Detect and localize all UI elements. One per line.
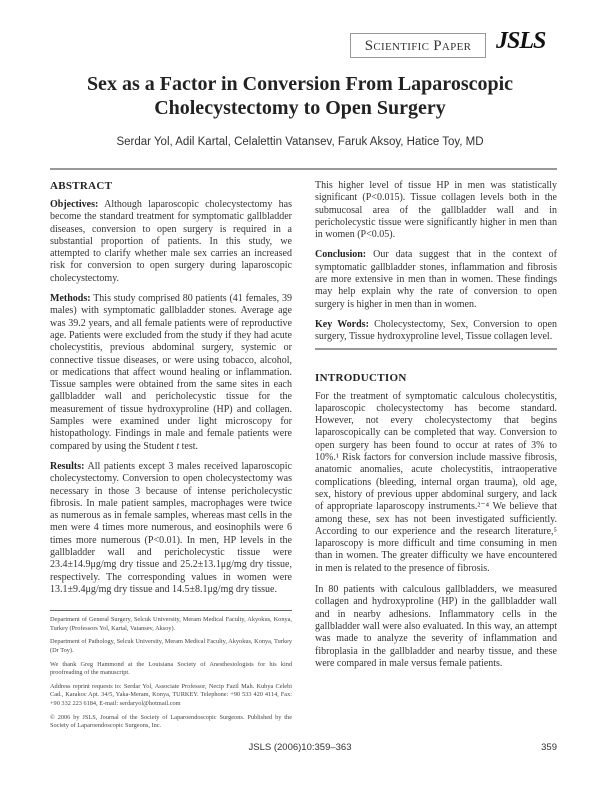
header-rule bbox=[50, 168, 557, 170]
introduction-paragraph-1: For the treatment of symptomatic calculous cholecystitis, laparoscopic cholecystectomy has become standard. However, not every cholecystectomy that begins laparoscopically can be completed that way. Conversion to open surgery has been found to occur at rates of 3% to 10%.¹ Risk factors for conversion include massive fibrosis, anatomic anomalies, acute cholecystitis, intraoperative complications (bleeding, internal organ trauma), old age, sex, history of previous upper abdominal surgery, and lack of appropriate laparoscopy instruments.²⁻⁴ We believe that among these, sex has not been investigated sufficiently. According to our experience and the research literature,⁵ laparoscopy is more difficult and time consuming in men than in women. The greater difficulty we have encountered in men is related to the presence of fibrosis. bbox=[315, 390, 557, 574]
abstract-end-rule bbox=[315, 348, 557, 350]
methods-t-italic: t bbox=[176, 440, 180, 452]
footnote-affiliation-surgery: Department of General Surgery, Selcuk University, Meram Medical Faculty, Akyokus, Konya, Turkey (Professors Yol, Kartal, Vatansev, Aksoy). bbox=[50, 616, 292, 632]
footnote-reprint-address: Address reprint requests to: Serdar Yol, Associate Professor, Necip Fazil Mah. Kubya Celebi Cad., Karakoc Apt. 34/5, Yaka-Meram, Konya, TURKEY. Telephone: +90 533 420 4114, Fax: +90 332 223 6184, E-mail: serdaryol@hotmail.com bbox=[50, 682, 292, 707]
abstract-results-continued: This higher level of tissue HP in men was statistically significant (P<0.015). Tissue collagen levels both in the submucosal area of the gallbladder wall and in pericholecystic tissue were significantly higher in men than in women (P<0.05). bbox=[315, 180, 557, 241]
abstract-conclusion bbox=[315, 249, 557, 310]
methods-text-end: test. bbox=[179, 440, 199, 452]
abstract-left-column bbox=[50, 180, 292, 604]
keywords-text: Cholecystectomy, Sex, Conversion to open surgery, Tissue hydroxyproline level, Tissue collagen level. bbox=[315, 318, 557, 343]
footnote-copyright: © 2006 by JSLS, Journal of the Society of Laparoendoscopic Surgeons. Published by the Society of Laparoendoscopic Surgeons, Inc. bbox=[50, 713, 292, 730]
methods-label: Methods: bbox=[50, 293, 91, 305]
footer-citation: JSLS (2006)10:359–363 bbox=[248, 742, 352, 753]
abstract-heading: ABSTRACT bbox=[50, 180, 113, 192]
abstract-objectives bbox=[50, 199, 292, 285]
conclusion-text: Our data suggest that in the context of symptomatic gallbladder stones, inflammation and fibrosis are more extensive in men than in women. These findings may help explain why the rate of conversion to open surgery is higher in men than in women. bbox=[315, 249, 557, 310]
page-number: 359 bbox=[541, 742, 557, 753]
footnote-acknowledgment: We thank Greg Hammond at the Louisiana Society of Anesthesiologists for his kind proofreading of the manuscript. bbox=[50, 660, 292, 677]
results-label: Results: bbox=[50, 460, 85, 472]
results-text: All patients except 3 males received laparoscopic cholecystectomy. Conversion to open cholecystectomy was necessary in those 3 because of intense pericholecystic fibrosis. In male patient samples, macrophages were twice as numerous as in female samples, whereas mast cells in the men were 4 times more numerous, and eosinophils were 6 times more numerous (P<0.01). In men, HP levels in the gallbladder wall and pericholecystic tissue were 23.4±14.9μg/mg dry tissue and 25.2±13.1μg/mg dry tissue, respectively. The corresponding values in women were 13.1±9.4μg/mg dry tissue and 14.5±8.1μg/mg dry tissue. bbox=[50, 460, 292, 595]
conclusion-label: Conclusion: bbox=[315, 249, 367, 261]
objectives-text: Although laparoscopic cholecystectomy has become the standard treatment for symptomatic gallbladder diseases, conversion to open surgery is required in a substantial proportion of patients. In this study, we attempted to clarify whether male sex carries an increased risk for conversion to open surgery during laparoscopic cholecystectomy. bbox=[50, 199, 292, 284]
paper-title: Sex as a Factor in Conversion From Laparoscopic Cholecystectomy to Open Surgery bbox=[86, 73, 514, 119]
introduction-heading: INTRODUCTION bbox=[315, 371, 407, 384]
abstract-results bbox=[50, 461, 292, 596]
abstract-keywords bbox=[315, 319, 557, 344]
keywords-label: Key Words: bbox=[315, 318, 369, 330]
journal-logo: JSLS bbox=[496, 28, 546, 54]
abstract-right-column bbox=[315, 180, 557, 344]
left-column bbox=[50, 180, 292, 728]
right-column bbox=[315, 180, 557, 728]
footnotes bbox=[50, 616, 292, 731]
objectives-label: Objectives: bbox=[50, 199, 99, 210]
introduction-paragraph-2: In 80 patients with calculous gallbladders, we measured collagen and hydroxyproline (HP) in the gallbladder wall and in nearby adhesions. Inflammatory cells in the gallbladder wall were also evaluated. In this way, an attempt was made to analyze the severity of inflammation and fibroplasia in the gallbladder and nearby tissue, and these were compared in male versus female patients. bbox=[315, 584, 557, 669]
methods-text: This study comprised 80 patients (41 females, 39 males) with symptomatic gallbladder stones. Average age was 39.2 years, and all female patients were of reproductive age. Patients were excluded from the study if they had acute cholecystitis, previous abdominal surgery, systemic or connective tissue diseases, or were using tobacco, alcohol, or medications that affect wound healing or inflammation. Tissue samples were obtained from the same sites in each gallbladder wall and pericholecystic tissue for the measurement of tissue hydroxyproline (HP) and collagen. Samples were examined under light microscopy for histopathology. Findings in male and female patients were compared by using the Student bbox=[50, 293, 292, 452]
abstract-methods bbox=[50, 293, 292, 453]
footnotes-block bbox=[50, 604, 292, 736]
footnote-affiliation-pathology: Department of Pathology, Selcuk University, Meram Medical Faculty, Akyokus, Konya, Turkey (Dr Toy). bbox=[50, 638, 292, 654]
section-badge: Scientific Paper bbox=[350, 33, 486, 58]
footnote-rule bbox=[50, 610, 292, 611]
authors: Serdar Yol, Adil Kartal, Celalettin Vatansev, Faruk Aksoy, Hatice Toy, MD bbox=[116, 136, 484, 148]
introduction-section bbox=[315, 372, 557, 679]
